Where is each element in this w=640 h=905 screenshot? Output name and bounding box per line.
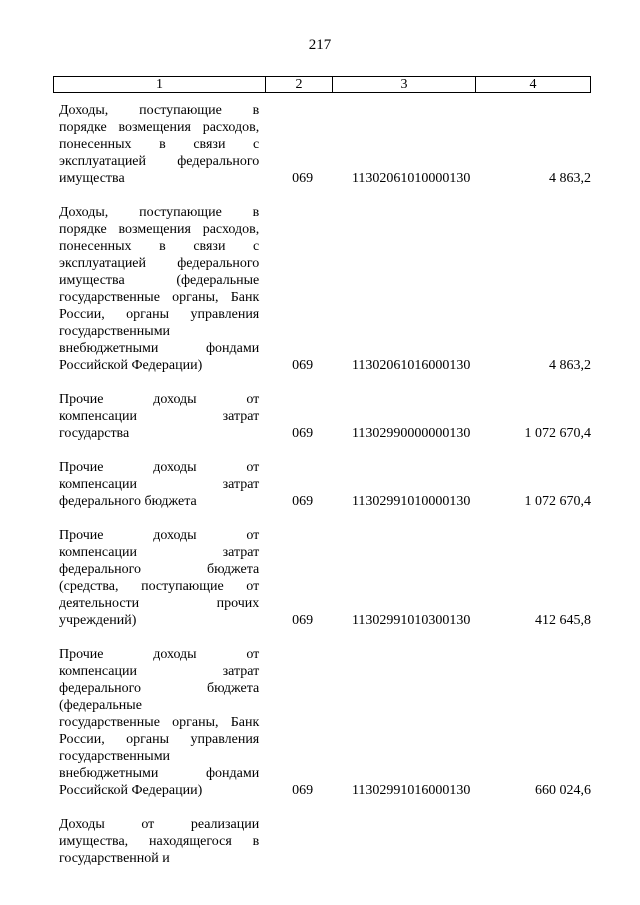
row-kbk: 11302991010000130 <box>351 494 471 509</box>
description-line: порядке возмещения расходов, <box>59 222 260 237</box>
description-line: компенсации затрат <box>59 409 260 424</box>
table-row <box>59 102 591 187</box>
description-line: компенсации затрат <box>59 545 260 560</box>
description-line: Прочие доходы от <box>59 392 260 407</box>
row-amount: 4 863,2 <box>549 171 592 186</box>
description-line: внебюджетными фондами <box>59 766 260 781</box>
row-amount: 1 072 670,4 <box>524 426 592 441</box>
row-description <box>59 102 259 187</box>
description-line: деятельности прочих <box>59 596 260 611</box>
description-line: государственной и <box>59 851 170 866</box>
description-line: эксплуатацией федерального <box>59 256 260 271</box>
row-description <box>59 459 259 510</box>
page-number: 217 <box>308 37 332 53</box>
row-description <box>59 527 259 629</box>
description-line: компенсации затрат <box>59 477 260 492</box>
row-description <box>59 646 259 799</box>
description-line: России, органы управления <box>59 732 260 747</box>
description-line: России, органы управления <box>59 307 260 322</box>
row-description <box>59 204 259 374</box>
table-row <box>59 527 591 629</box>
description-line: (федеральные <box>59 698 142 713</box>
description-line: компенсации затрат <box>59 664 260 679</box>
description-line: имущества <box>59 171 125 186</box>
description-line: государственными <box>59 324 171 339</box>
row-amount: 412 645,8 <box>535 613 592 628</box>
row-description <box>59 391 259 442</box>
description-line: внебюджетными фондами <box>59 341 260 356</box>
row-code: 069 <box>292 783 314 798</box>
table-header <box>53 76 591 93</box>
description-line: федерального бюджета <box>59 681 260 696</box>
table-row <box>59 816 591 867</box>
description-line: понесенных в связи с <box>59 137 260 152</box>
description-line: Российской Федерации) <box>59 783 203 798</box>
description-line: имущества, находящегося в <box>59 834 260 849</box>
description-line: Прочие доходы от <box>59 528 260 543</box>
row-amount: 660 024,6 <box>535 783 592 798</box>
description-line: Доходы от реализации <box>59 817 260 832</box>
header-col-1: 1 <box>54 77 266 92</box>
description-line: Доходы, поступающие в <box>59 103 260 118</box>
row-code: 069 <box>292 358 314 373</box>
description-line: учреждений) <box>59 613 137 628</box>
description-line: понесенных в связи с <box>59 239 260 254</box>
description-line: государственные органы, Банк <box>59 290 260 305</box>
table-row <box>59 391 591 442</box>
description-line: государственными <box>59 749 171 764</box>
header-col-4: 4 <box>529 77 537 92</box>
description-line: федерального бюджета <box>59 494 197 509</box>
row-kbk: 11302991016000130 <box>351 783 471 798</box>
row-kbk: 11302991010300130 <box>351 613 471 628</box>
row-amount: 1 072 670,4 <box>524 494 592 509</box>
row-code: 069 <box>292 426 314 441</box>
table-row <box>59 459 591 510</box>
description-line: эксплуатацией федерального <box>59 154 260 169</box>
description-line: государственные органы, Банк <box>59 715 260 730</box>
header-col-3: 3 <box>333 77 476 92</box>
row-kbk: 11302990000000130 <box>351 426 471 441</box>
table-body <box>59 102 591 884</box>
description-line: Российской Федерации) <box>59 358 203 373</box>
row-code: 069 <box>292 494 314 509</box>
description-line: (средства, поступающие от <box>59 579 260 594</box>
description-line: порядке возмещения расходов, <box>59 120 260 135</box>
row-description <box>59 816 259 867</box>
header-col-2: 2 <box>266 77 333 92</box>
row-code: 069 <box>292 613 314 628</box>
table-row <box>59 204 591 374</box>
description-line: Доходы, поступающие в <box>59 205 260 220</box>
table-row <box>59 646 591 799</box>
row-code: 069 <box>292 171 314 186</box>
description-line: Прочие доходы от <box>59 647 260 662</box>
description-line: федерального бюджета <box>59 562 260 577</box>
description-line: имущества (федеральные <box>59 273 260 288</box>
row-amount: 4 863,2 <box>549 358 592 373</box>
description-line: государства <box>59 426 130 441</box>
row-kbk: 11302061016000130 <box>351 358 471 373</box>
description-line: Прочие доходы от <box>59 460 260 475</box>
row-kbk: 11302061010000130 <box>351 171 471 186</box>
